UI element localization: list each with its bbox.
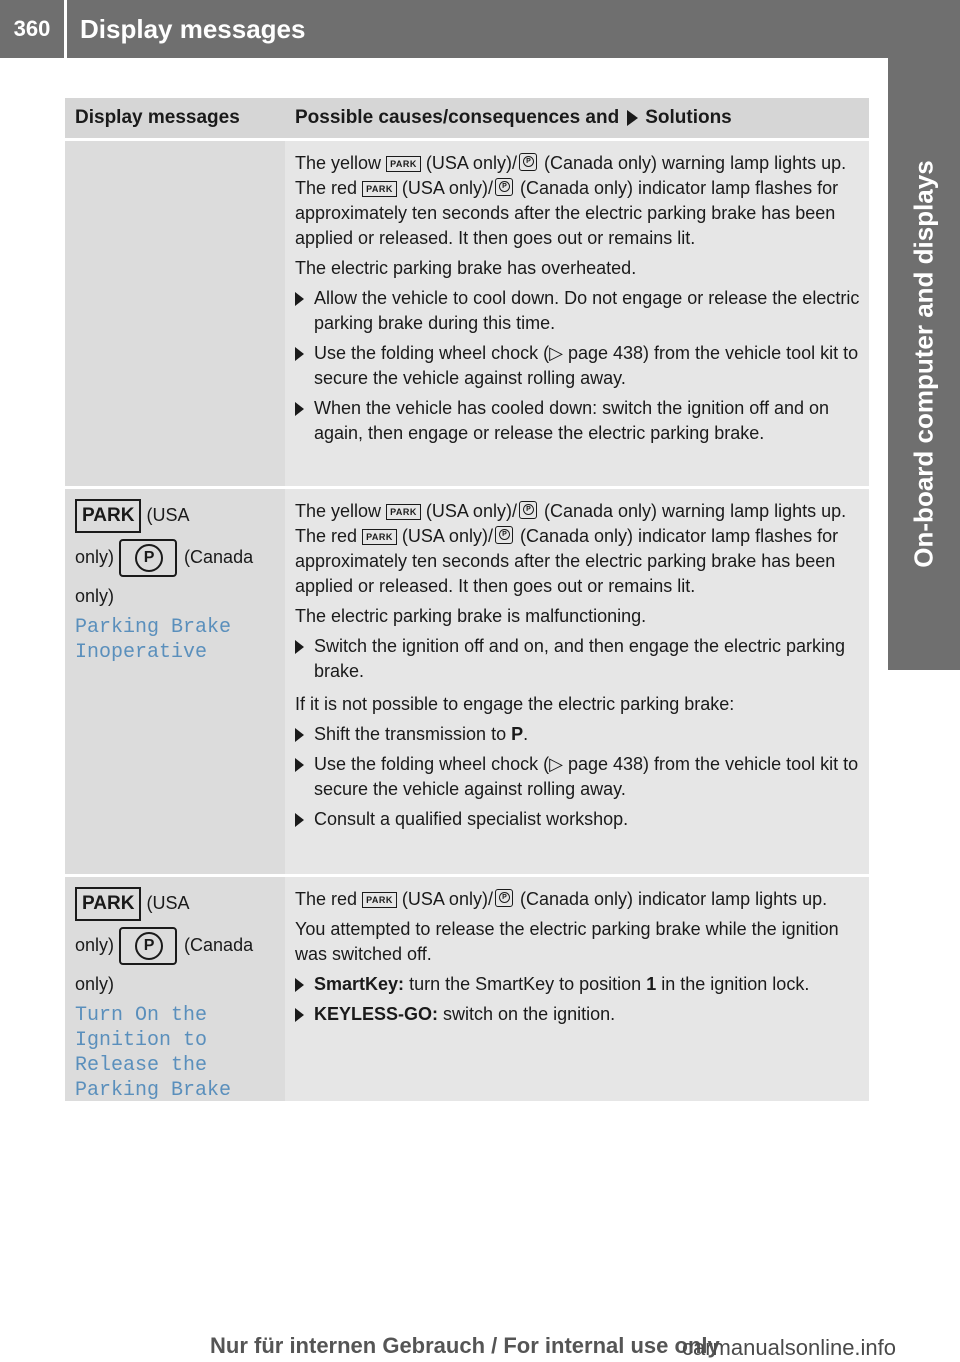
solutions-cell — [285, 877, 869, 1101]
display-message-cell: PARK (USA only) P (Canada only) Turn On the Ignition to Release the Parking Brake — [65, 877, 285, 1101]
col2-header-solutions: Solutions — [645, 107, 732, 128]
park-warning-icon: PARK — [386, 156, 421, 172]
action-step: SmartKey: turn the SmartKey to position 1 in the ignition lock. — [295, 972, 861, 997]
cause-paragraph: If it is not possible to engage the electric parking brake: — [295, 694, 735, 714]
action-step: When the vehicle has cooled down: switch the ignition off and on again, then engage or release the electric parking brake. — [295, 396, 861, 446]
action-step: Use the folding wheel chock (▷ page 438) from the vehicle tool kit to secure the vehicle against rolling away. — [295, 752, 861, 802]
action-arrow-icon — [295, 347, 304, 361]
cause-paragraph: You attempted to release the electric parking brake while the ignition was switched off. — [295, 919, 839, 964]
action-step: Allow the vehicle to cool down. Do not engage or release the electric parking brake during this time. — [295, 286, 861, 336]
park-warning-icon: PARK — [75, 887, 141, 921]
cause-paragraph: The electric parking brake is malfunctioning. — [295, 606, 647, 626]
action-arrow-icon — [295, 728, 304, 742]
table-row — [65, 874, 869, 1101]
parking-brake-p-icon — [519, 153, 537, 171]
footer-internal-use-note: Nur für internen Gebrauch / For internal use only — [210, 1333, 720, 1358]
action-arrow-icon — [295, 640, 304, 654]
display-message-cell — [65, 141, 285, 486]
parking-brake-p-icon — [495, 526, 513, 544]
parking-brake-p-icon — [119, 539, 177, 577]
action-step: Consult a qualified specialist workshop. — [295, 807, 861, 832]
display-message-text: Inoperative — [75, 641, 208, 664]
table-header — [65, 98, 869, 138]
action-arrow-icon — [295, 813, 304, 827]
park-warning-icon: PARK — [386, 504, 421, 520]
cause-paragraph: The yellow PARK (USA only)/P (Canada only) warning lamp lights up. The red PARK (USA only)/P (Canada only) indicator lamp flashes for approximately ten seconds after the electric parking brake has been applied or released. It then goes out or remains lit. — [295, 499, 861, 599]
action-arrow-icon — [627, 110, 638, 126]
cause-paragraph: The red PARK (USA only)/P (Canada only) indicator lamp lights up. — [295, 887, 861, 912]
column-header-display-messages: Display messages — [75, 107, 240, 128]
display-message-text: Turn On the — [75, 1004, 208, 1027]
table-row — [65, 138, 869, 486]
park-warning-icon: PARK — [75, 499, 141, 533]
col2-header-text: Possible causes/consequences and — [295, 107, 620, 128]
park-warning-icon: PARK — [362, 181, 397, 197]
column-header-solutions — [285, 98, 869, 138]
display-message-cell: PARK (USA only) P (Canada only) Parking Brake Inoperative — [65, 489, 285, 874]
action-step: Use the folding wheel chock (▷ page 438) from the vehicle tool kit to secure the vehicle against rolling away. — [295, 341, 861, 391]
parking-brake-p-icon — [119, 927, 177, 965]
header-separator — [64, 0, 67, 58]
action-arrow-icon — [295, 978, 304, 992]
solutions-cell — [285, 489, 869, 874]
display-message-text: Ignition to — [75, 1029, 208, 1052]
display-message-text: Parking Brake — [75, 1079, 232, 1102]
parking-brake-p-icon — [495, 889, 513, 907]
page-title: Display messages — [80, 14, 306, 44]
footer-watermark-site: carmanualsonline.info — [682, 1335, 897, 1360]
action-step: Shift the transmission to P. — [295, 722, 861, 747]
solutions-cell — [285, 141, 869, 486]
park-warning-icon: PARK — [362, 892, 397, 908]
table-row — [65, 486, 869, 874]
action-step: KEYLESS-GO: switch on the ignition. — [295, 1002, 861, 1027]
action-arrow-icon — [295, 292, 304, 306]
action-step: Switch the ignition off and on, and then engage the electric parking brake. — [295, 634, 861, 684]
action-arrow-icon — [295, 402, 304, 416]
cause-paragraph: The yellow PARK (USA only)/P (Canada only) warning lamp lights up. The red PARK (USA only)/P (Canada only) indicator lamp flashes for approximately ten seconds after the electric parking brake has been applied or released. It then goes out or remains lit. — [295, 151, 861, 251]
section-side-title: On-board computer and displays — [908, 160, 939, 568]
action-arrow-icon — [295, 1008, 304, 1022]
display-message-text: Parking Brake — [75, 616, 232, 639]
parking-brake-p-icon — [519, 501, 537, 519]
display-messages-table — [65, 98, 869, 1101]
cause-paragraph: The electric parking brake has overheated. — [295, 258, 637, 278]
display-message-text: Release the — [75, 1054, 208, 1077]
parking-brake-p-icon — [495, 178, 513, 196]
page-number: 360 — [13, 16, 51, 41]
park-warning-icon: PARK — [362, 529, 397, 545]
action-arrow-icon — [295, 758, 304, 772]
